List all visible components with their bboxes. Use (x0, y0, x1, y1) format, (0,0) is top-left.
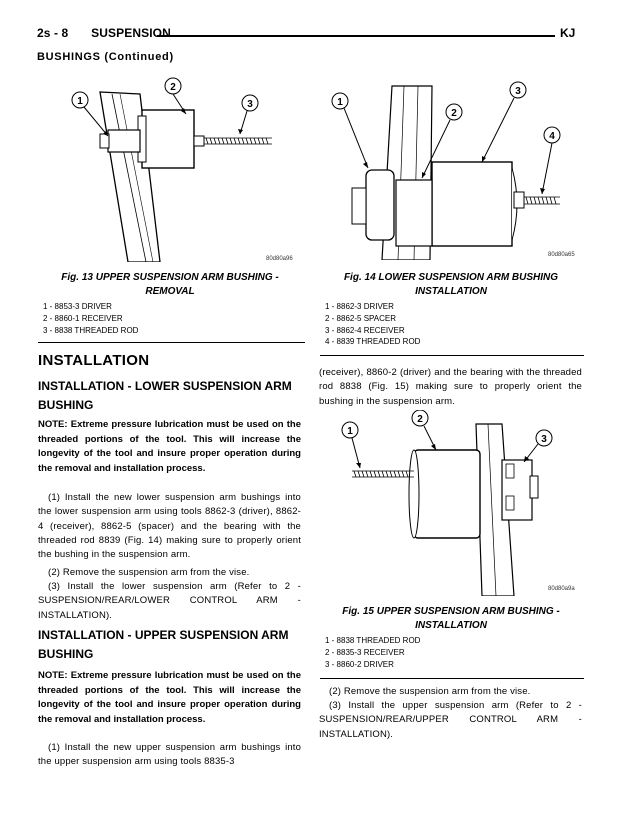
lower-step-1: (1) Install the new lower suspension arm bushings into the lower suspension arm using tools 8862-3 (driver), 8862-4 (receiver), 8862-5 (spacer) and the bearing with the threaded rod 8839 (Fig. 14) making sure to properly orient the bushing in the suspension arm. (38, 492, 301, 561)
legend-item: 1 - 8862-3 DRIVER (325, 302, 394, 311)
legend-item: 3 - 8862-4 RECEIVER (325, 325, 405, 335)
callout-2: 2 (417, 414, 423, 425)
lower-step-2: (2) Remove the suspension arm from the vise. (48, 567, 250, 578)
legend-item: 3 - 8860-2 DRIVER (325, 659, 394, 669)
upper-install-title: INSTALLATION - UPPER SUSPENSION ARM BUSHING (38, 628, 289, 661)
fig14-legend (325, 301, 420, 348)
upper-step-2: (2) Remove the suspension arm from the vise. (329, 686, 531, 697)
divider (38, 342, 305, 343)
upper-note: NOTE: Extreme pressure lubrication must be used on the threaded portions of the tool. This will increase the longevity of the tool and insure proper operation during the removal and installation process. (38, 670, 301, 725)
figure-code: 80d80a65 (548, 252, 575, 258)
callout-3: 3 (541, 434, 547, 445)
callout-2: 2 (451, 108, 457, 119)
threaded-rod (524, 197, 560, 204)
divider (320, 678, 584, 679)
header-rule (157, 35, 555, 37)
figure-15 (330, 410, 582, 596)
figure-code: 80d80a9a (548, 586, 575, 592)
page-number: 2s - 8 (37, 26, 69, 40)
divider (320, 355, 584, 356)
callout-1: 1 (347, 426, 353, 437)
fig13-caption: Fig. 13 UPPER SUSPENSION ARM BUSHING - REMOVAL (61, 272, 279, 297)
callout-4: 4 (549, 131, 555, 142)
callout-3: 3 (515, 86, 521, 97)
page-header-left (37, 26, 171, 40)
legend-item: 3 - 8838 THREADED ROD (43, 325, 139, 335)
model-code: KJ (560, 26, 576, 40)
upper-step-1: (1) Install the new upper suspension arm bushings into the upper suspension arm using tools 8835-3 (38, 742, 301, 768)
fig15-legend (325, 635, 420, 670)
figure-13 (60, 72, 300, 262)
continued-paragraph: (receiver), 8860-2 (driver) and the bearing with the threaded rod 8838 (Fig. 15) making sure to properly orient the bushing in the suspension arm. (319, 367, 582, 407)
fig13-legend (43, 301, 138, 336)
fig14-caption: Fig. 14 LOWER SUSPENSION ARM BUSHING INSTALLATION (343, 272, 559, 297)
callout-1: 1 (337, 97, 343, 108)
continued-heading: BUSHINGS (Continued) (37, 51, 174, 63)
legend-item: 2 - 8862-5 SPACER (325, 313, 396, 323)
figure-14 (322, 76, 584, 260)
lower-step-3: (3) Install the lower suspension arm (Refer to 2 - SUSPENSION/REAR/LOWER CONTROL ARM - INSTALLATION). (38, 581, 301, 621)
threaded-rod (204, 138, 272, 144)
legend-item: 1 - 8853-3 DRIVER (43, 302, 112, 311)
figure-code: 80d80a96 (266, 256, 293, 262)
callout-1: 1 (77, 96, 83, 107)
callout-3: 3 (247, 99, 253, 110)
threaded-rod (352, 471, 414, 477)
legend-item: 1 - 8838 THREADED ROD (325, 636, 421, 645)
lower-install-title: INSTALLATION - LOWER SUSPENSION ARM BUSHING (38, 379, 292, 412)
fig15-caption: Fig. 15 UPPER SUSPENSION ARM BUSHING - INSTALLATION (342, 606, 560, 631)
legend-item: 2 - 8860-1 RECEIVER (43, 313, 123, 323)
section-title: SUSPENSION (91, 26, 171, 40)
installation-heading: INSTALLATION (38, 352, 150, 369)
upper-step-3: (3) Install the upper suspension arm (Refer to 2 - SUSPENSION/REAR/UPPER CONTROL ARM - INSTALLATION). (319, 700, 582, 740)
lower-note: NOTE: Extreme pressure lubrication must be used on the threaded portions of the tool. This will increase the longevity of the tool and insure proper operation during the removal and installation process. (38, 419, 301, 474)
callout-2: 2 (170, 82, 176, 93)
legend-item: 2 - 8835-3 RECEIVER (325, 647, 405, 657)
legend-item: 4 - 8839 THREADED ROD (325, 337, 421, 347)
